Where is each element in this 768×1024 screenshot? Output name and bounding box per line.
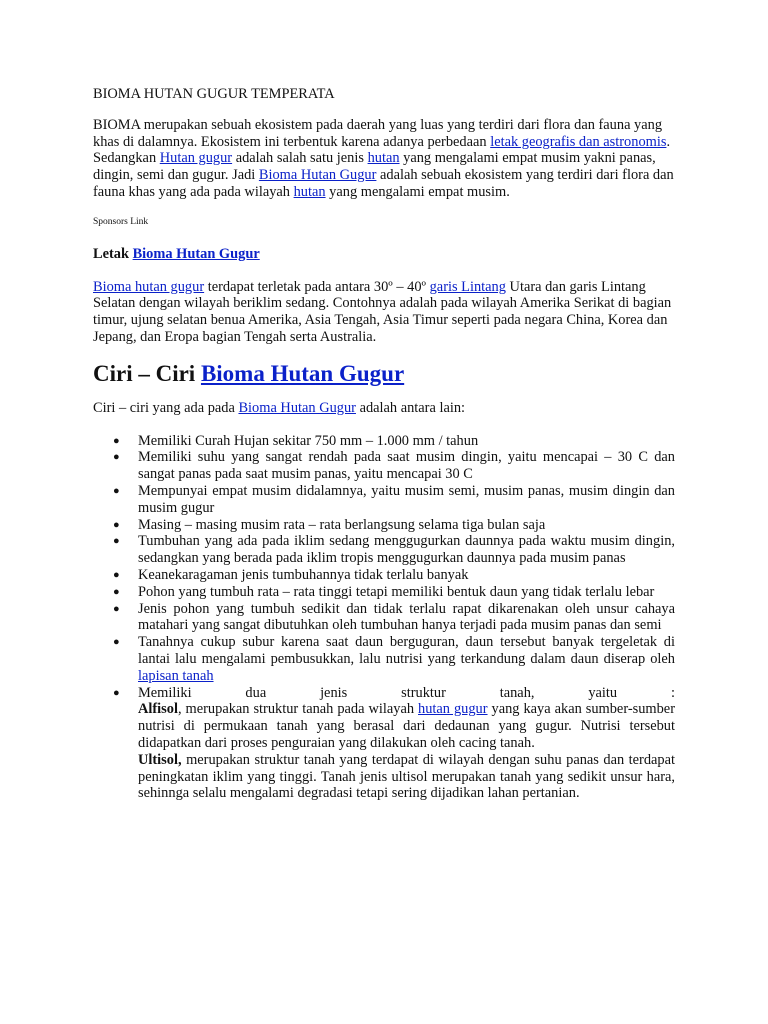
link-garis-lintang[interactable]: garis Lintang (429, 278, 506, 295)
ciri-lead (93, 400, 675, 417)
ultisol-paragraph (138, 752, 675, 802)
list-item-struktur-tanah (93, 685, 675, 803)
location-text: Utara dan garis Lintang Selatan dengan wilayah beriklim sedang. Contohnya adalah pada wilayah Amerika Serikat di bagian timur, ujung selatan benua Amerika, Asia Tengah, Asia Timur seperti pada negara China, Korea dan Jepang, dan Eropa bagian Tengah serta Australia. (93, 278, 672, 345)
ciri-list (93, 433, 675, 803)
bullet-icon: ● (113, 568, 120, 581)
struktur-intro: Memiliki dua jenis struktur tanah, yaitu : (138, 684, 675, 701)
item-text: Masing – masing musim rata – rata berlangsung selama tiga bulan saja (138, 516, 546, 533)
list-item (93, 449, 675, 483)
intro-text: . Sedangkan (93, 133, 671, 167)
list-item (93, 533, 675, 567)
bullet-icon: ● (113, 686, 120, 699)
list-item (93, 517, 675, 534)
lead-text: adalah antara lain: (355, 399, 466, 416)
bullet-icon: ● (113, 585, 120, 598)
link-lapisan-tanah[interactable]: lapisan tanah (138, 667, 214, 684)
intro-text: yang mengalami empat musim yakni panas, dingin, semi dan gugur. Jadi (93, 150, 656, 184)
item-text: Memiliki Curah Hujan sekitar 750 mm – 1.000 mm / tahun (138, 432, 479, 449)
ultisol-label: Ultisol, (138, 751, 182, 768)
link-hutan-gugur[interactable]: hutan gugur (418, 701, 488, 718)
location-paragraph (93, 279, 675, 346)
intro-text: yang mengalami empat musim. (325, 183, 510, 200)
item-text: Pohon yang tumbuh rata – rata tinggi tetapi memiliki bentuk daun yang tidak terlalu lebar (138, 583, 655, 600)
link-hutan[interactable]: hutan (367, 150, 400, 167)
alfisol-text: yang kaya akan sumber-sumber nutrisi di permukaan tanah yang berasal dari dedaunan yang gugur. Nutrisi tersebut didapatkan dari proses penguraian yang dilakukan oleh cacing tanah. (138, 701, 675, 751)
link-bioma-hutan-gugur[interactable]: Bioma Hutan Gugur (258, 167, 377, 184)
item-text: Memiliki suhu yang sangat rendah pada saat musim dingin, yaitu mencapai – 30 C dan sangat panas pada saat musim panas, yaitu mencapai 30 C (138, 449, 675, 483)
item-text: Keanekaragaman jenis tumbuhannya tidak terlalu banyak (138, 566, 469, 583)
ciri-heading (93, 360, 675, 388)
list-item (93, 634, 675, 684)
item-text: Tumbuhan yang ada pada iklim sedang menggugurkan daunnya pada waktu musim dingin, sedangkan yang berada pada iklim tropis menggugurkan daunnya pada musim panas (138, 533, 675, 567)
lead-text: Ciri – ciri yang ada pada (93, 399, 239, 416)
link-hutan[interactable]: hutan (293, 183, 326, 200)
document-page (93, 86, 675, 802)
bullet-icon: ● (113, 451, 120, 464)
list-item (93, 584, 675, 601)
bullet-icon: ● (113, 484, 120, 497)
heading-text: Letak (93, 245, 133, 262)
item-text: Jenis pohon yang tumbuh sedikit dan tidak terlalu rapat dikarenakan oleh unsur cahaya matahari yang sangat dibutuhkan oleh tumbuhan hanya terjadi pada musim panas dan semi (138, 600, 675, 634)
bullet-icon: ● (113, 602, 120, 615)
link-hutan-gugur[interactable]: Hutan gugur (159, 150, 233, 167)
link-bioma-hutan-gugur[interactable]: Bioma Hutan Gugur (238, 399, 356, 416)
link-bioma-hutan-gugur[interactable]: Bioma Hutan Gugur (200, 360, 405, 386)
bullet-icon: ● (113, 518, 120, 531)
heading-text: Ciri – Ciri (93, 360, 201, 386)
alfisol-label: Alfisol (138, 701, 178, 718)
item-text: Tanahnya cukup subur karena saat daun berguguran, daun tersebut banyak tergeletak di lantai lalu mengalami pembusukkan, lalu nutrisi yang terkandung dalam daun diserap oleh (138, 634, 675, 667)
location-heading (93, 246, 675, 263)
document-title: BIOMA HUTAN GUGUR TEMPERATA (93, 86, 335, 102)
alfisol-paragraph (138, 701, 675, 751)
link-bioma-hutan-gugur[interactable]: Bioma Hutan Gugur (132, 245, 260, 262)
list-item (93, 483, 675, 517)
list-item (93, 433, 675, 450)
item-text: Mempunyai empat musim didalamnya, yaitu musim semi, musim panas, musim dingin dan musim gugur (138, 482, 675, 516)
sponsors-link-label: Sponsors Link (93, 216, 149, 227)
intro-text: BIOMA merupakan sebuah ekosistem pada daerah yang luas yang terdiri dari flora dan fauna yang khas di dalamnya. Ekosistem ini terbentuk karena adanya perbedaan (93, 116, 663, 150)
list-item (93, 601, 675, 635)
bullet-icon: ● (113, 535, 120, 548)
bullet-icon: ● (113, 636, 120, 649)
intro-text: adalah sebuah ekosistem yang terdiri dari flora dan fauna khas yang ada pada wilayah (93, 167, 674, 200)
alfisol-text: , merupakan struktur tanah pada wilayah (177, 701, 419, 718)
list-item (93, 567, 675, 584)
intro-paragraph (93, 117, 675, 201)
link-letak-geografis[interactable]: letak geografis dan astronomis (490, 133, 667, 150)
intro-text: adalah salah satu jenis (232, 150, 368, 167)
bullet-icon: ● (113, 434, 120, 447)
ultisol-text: merupakan struktur tanah yang terdapat di wilayah dengan suhu panas dan terdapat peningkatan iklim yang tinggi. Tanah jenis ultisol merupakan tanah yang sedikit unsur hara, sehinnga selalu mengalami degradasi tetapi sering dijadikan lahan pertanian. (138, 751, 675, 802)
location-text: terdapat terletak pada antara 30º – 40º (204, 278, 430, 295)
link-bioma-hutan-gugur[interactable]: Bioma hutan gugur (93, 278, 205, 295)
